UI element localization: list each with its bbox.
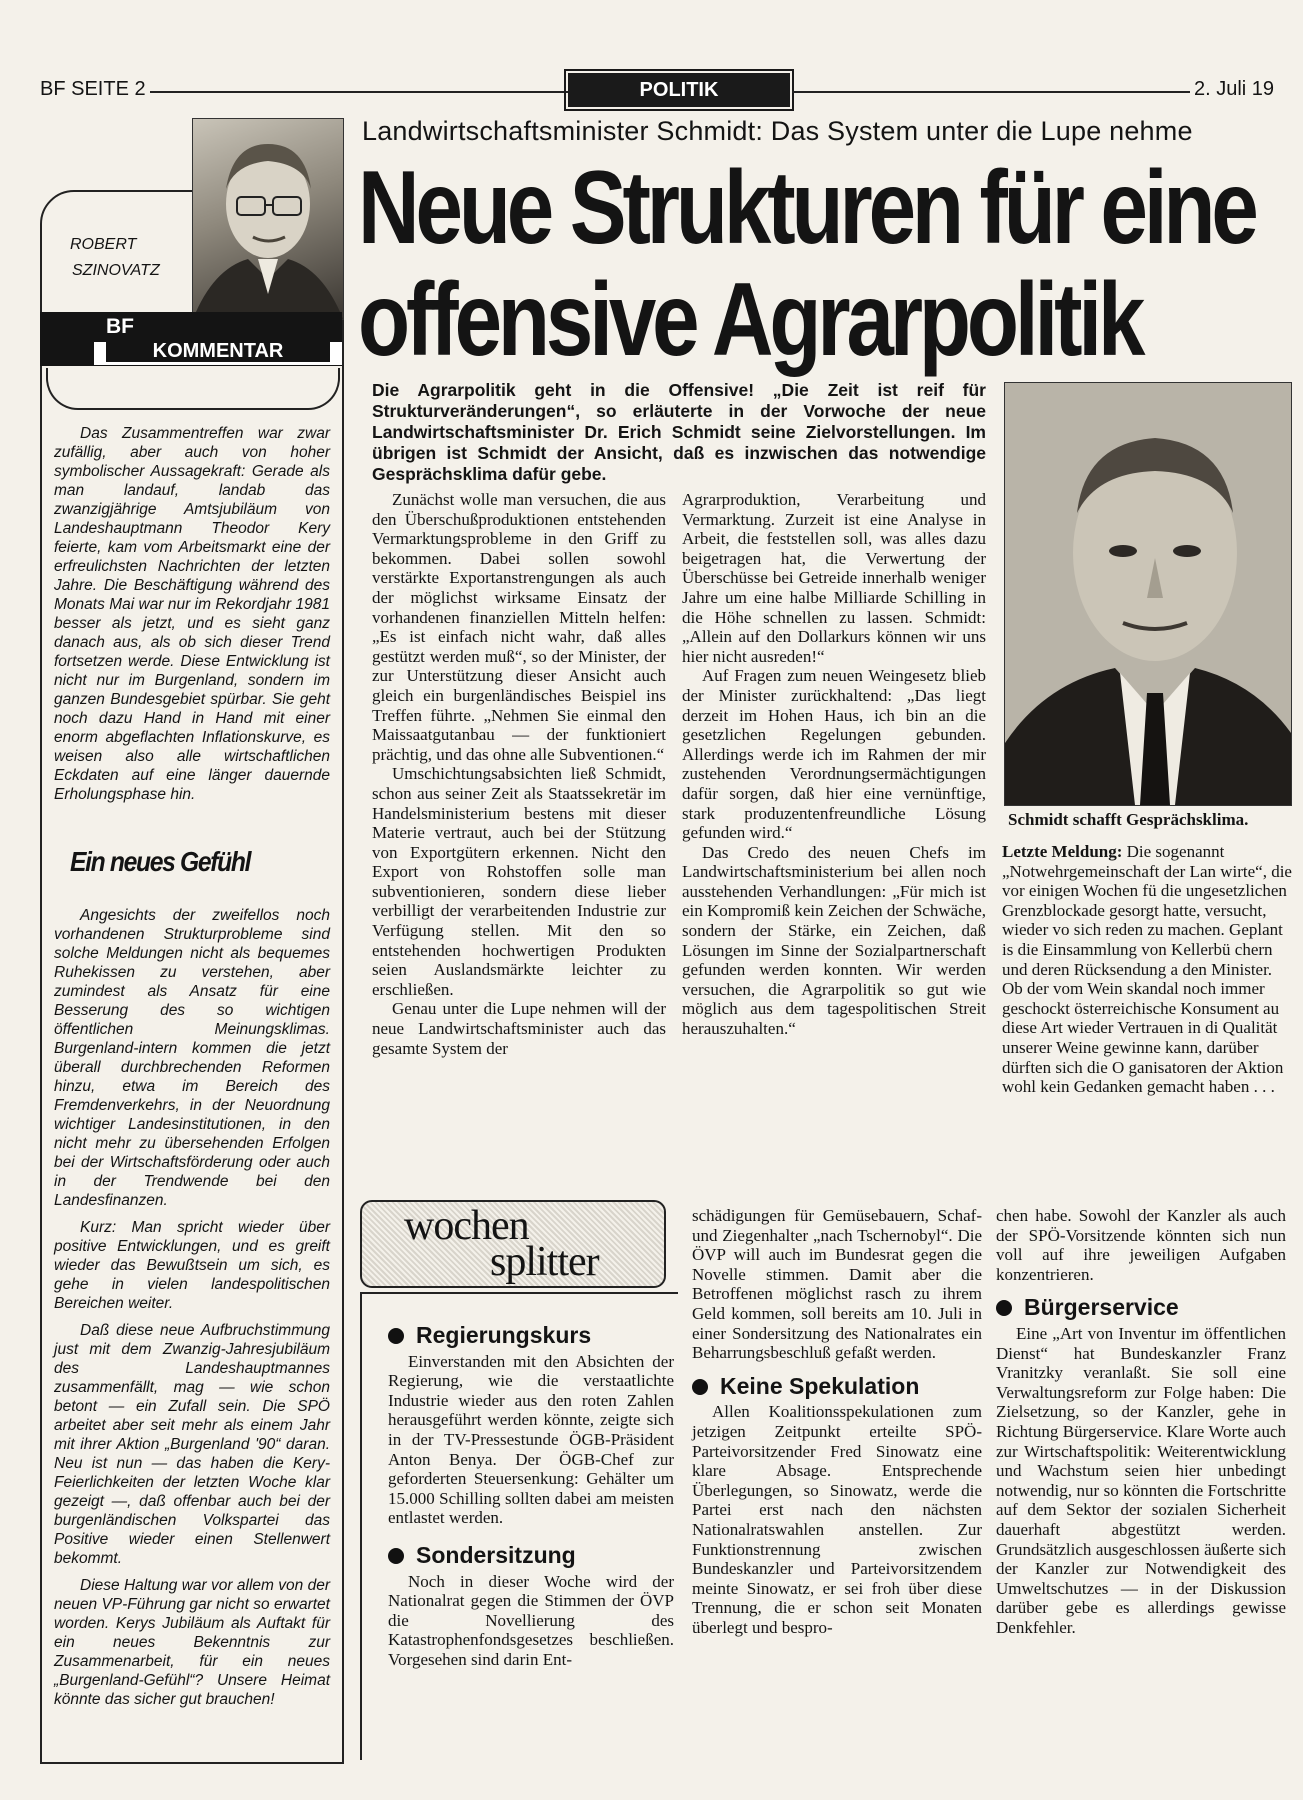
badge-bf: BF (106, 315, 134, 338)
splitter-logo (360, 1200, 666, 1288)
kommentar-text-2 (54, 906, 330, 1717)
article-paragraph: Zunächst wolle man versuchen, die aus den Überschußproduktionen entstehenden Vermarktungsprobleme in den Griff zu bekommen. Dabei sollen sowohl verstärkte Exportanstrengungen als auch der möglichst wirksame Einsatz der vorhandenen finanziellen Mitteln helfen: „Es ist einfach nicht wahr, daß alles gestützt werden muß“, so der Minister, der zur Unterstützung dieser Ansicht auch gleich ein burgenländisches Beispiel ins Treffen führte. „Nehmen Sie einmal den Maissaatgutanbau — der funktioniert prächtig, und das ohne alle Subventionen.“ (372, 490, 666, 764)
kommentar-paragraph: Daß diese neue Aufbruchstimmung just mit dem Zwanzig-Jahresjubiläum des Landeshauptmannes zusammenfällt, mag — wie schon betont — ein Zufall sein. Die SPÖ arbeitet aber seit mehr als einem Jahr mit ihrer Aktion „Burgenland '90“ daran. Neu ist nun — das haben die Kery-Feierlichkeiten der letzten Woche klar gezeigt —, daß offenbar auch bei der burgenländischen Volkspartei das Positive wieder einen Stellenwert bekommt. (54, 1322, 330, 1567)
schmidt-portrait-icon (1005, 383, 1291, 805)
splitter-heading-text: Keine Spekulation (720, 1372, 920, 1399)
splitter-paragraph: schädigungen für Gemüsebauern, Schaf- und Ziegenhalter „nach Tschernobyl“. Die ÖVP will auch im Bundesrat gegen die Novelle stimmen. Damit aber die Betroffenen möglichst rasch zu ihrem Geld kommen, soll bereits am 10. Juli in einer Sondersitzung des Nationalrates ein Beharrungsbeschluß gefaßt werden. (692, 1206, 982, 1363)
author-last-name: SZINOVATZ (72, 262, 160, 279)
page-label: BF SEITE 2 (40, 78, 146, 100)
header-rule-left (150, 91, 568, 93)
issue-date: 2. Juli 19 (1194, 78, 1275, 100)
article-kicker: Landwirtschaftsminister Schmidt: Das System unter die Lupe nehme (362, 116, 1193, 146)
bullet-icon (692, 1379, 708, 1395)
splitter-paragraph: Allen Koalitionsspekulationen zum jetzigen Zeitpunkt erteilte SPÖ-Parteivorsitzender Fred Sinowatz eine klare Absage. Entsprechende Überlegungen, so Sinowatz, werde die Partei erst nach den nächsten Nationalratswahlen anstellen. Zur Funktionstrennung zwischen Bundeskanzler und Parteivorsitzendem meinte Sinowatz, er sei froh über diese Trennung, die er schon seit Monaten überlegt und bespro- (692, 1402, 982, 1637)
bullet-icon (996, 1300, 1012, 1316)
schmidt-photo (1004, 382, 1292, 806)
bullet-icon (388, 1548, 404, 1564)
latest-news (1002, 842, 1292, 1097)
article-lead: Die Agrarpolitik geht in die Offensive! „Die Zeit ist reif für Strukturveränderungen“, so erläuterte in der Vorwoche der neue Landwirtschaftsminister Dr. Erich Schmidt seine Zielvorstellungen. Im übrigen ist Schmidt der Ansicht, daß es inzwischen das notwendige Gesprächsklima dafür gebe. (372, 380, 986, 484)
badge-kommentar: KOMMENTAR (106, 340, 330, 362)
splitter-paragraph: Einverstanden mit den Absichten der Regierung, wie die verstaatlichte Industrie wieder aus den roten Zahlen herausgeführt werden könnte, zeigte sich in der TV-Pressestunde ÖGB-Präsident Anton Benya. Der ÖGB-Chef zur geforderten Steuersenkung: Gehälter um 15.000 Schilling sollten dabei am meisten entlastet werden. (388, 1351, 674, 1528)
article-paragraph: Agrarproduktion, Verarbeitung und Vermarktung. Zurzeit ist eine Analyse in Arbeit, die feststellen soll, was alles dazu beigetragen hat, die Verwertung der Überschüsse bei Getreide innerhalb weniger Jahre um eine halbe Milliarde Schilling in die Höhe schnellen zu lassen. Schmidt: „Allein auf den Dollarkurs können wir uns hier nicht ausreden!“ (682, 490, 986, 666)
article-paragraph: Das Credo des neuen Chefs im Landwirtschaftsministerium bei allen noch ausstehenden Verhandlungen: „Für mich ist ein Kompromiß kein Zeichen der Schwäche, sondern der Stärke, ein Zeichen, daß Lösungen im Sinne der Sozialpartnerschaft gefunden werden konnten. Wir werden versuchen, die Agrarpolitik so gut wie möglich aus dem tagespolitischen Streit herauszuhalten.“ (682, 842, 987, 1039)
headline-line-2: offensive Agrarpolitik (358, 262, 1142, 378)
headline (358, 152, 1255, 376)
splitter-heading-text: Sondersitzung (416, 1541, 576, 1568)
kommentar-paragraph: Diese Haltung war vor allem von der neuen VP-Führung gar nicht so erwartet worden. Kerys Jubiläum als Auftakt für ein neues Bekenntnis zur Zusammenarbeit, für ein neues „Burgenland-Gefühl“? Unsere Heimat könnte das sicher gut brauchen! (54, 1577, 330, 1708)
splitter-frame (360, 1292, 362, 1760)
splitter-heading (996, 1294, 1286, 1321)
latest-news-text: Die sogenannt „Notwehrgemeinschaft der Lan wirte“, die vor einigen Wochen fü die ungesetzlichen Grenzblockade gesorgt hatte, versucht, wieder vo sich reden zu machen. Geplant is die Einsammlung von Kellerbü chern und deren Rücksendung a den Minister. Ob der vom Wein skandal noch immer geschockt österreichische Konsument au diese Art wieder Vertrauen in di Qualität unserer Weine gewinne kann, darüber dürften sich die O ganisatoren der Aktion wohl kein Gedanken gemacht haben . . . (1002, 842, 1292, 1097)
article-column-1 (372, 490, 666, 1058)
article-paragraph: Auf Fragen zum neuen Weingesetz blieb der Minister zurückhaltend: „Das liegt derzeit im Hohen Haus, ich bin an die gesetzlichen Regelungen gebunden. Allerdings werde ich im Rahmen der mir zustehenden Verordnungsermächtigungen dafür sorgen, daß hier eine vernünftige, stark produzentenfreundliche Lösung gefunden wird.“ (682, 666, 986, 843)
kommentar-text (54, 424, 330, 812)
splitter-paragraph: chen habe. Sowohl der Kanzler als auch der SPÖ-Vorsitzende könnten sich nun voll auf ihre jeweiligen Aufgaben konzentrieren. (996, 1206, 1286, 1284)
splitter-logo-line-2: splitter (490, 1239, 599, 1285)
author-photo (192, 118, 344, 320)
kommentar-paragraph: Kurz: Man spricht wieder über positive Entwicklungen, und es greift wieder das Bewußtsein um sich, es gehe in vielen landespolitischen Bereichen weiter. (54, 1219, 330, 1312)
article-column-2 (682, 490, 986, 1039)
splitter-frame-top (360, 1292, 678, 1294)
article-paragraph: Genau unter die Lupe nehmen will der neue Landwirtschaftsminister auch das gesamte System der (372, 999, 666, 1058)
splitter-heading (692, 1372, 982, 1399)
splitter-heading (388, 1322, 674, 1348)
splitter-paragraph: Eine „Art von Inventur im öffentlichen Dienst“ hat Bundeskanzler Franz Vranitzky veranlaßt. Sie soll eine Verwaltungsreform zur Folge haben: Die Zielsetzung, so der Kanzler, gehe in Richtung Bürgerservice. Klare Worte auch zur Wirtschaftspolitik: Weiterentwicklung und Wachstum seien hier unbedingt notwendig, nur so könnten die Fortschritte auf dem Sektor der sozialen Sicherheit dauerhaft abgestützt werden. Grundsätzlich ausgeschlossen äußerte sich der Kanzler zur Notwendigkeit des Umweltschutzes — in der Diskussion darüber gebe es allerdings gewisse Denkfehler. (996, 1323, 1286, 1637)
headline-line-1: Neue Strukturen für eine (358, 150, 1255, 266)
splitter-paragraph: Noch in dieser Woche wird der Nationalrat gegen die Stimmen der ÖVP die Novellierung des Katastrophenfondsgesetzes beschließen. Vorgesehen sind darin Ent- (388, 1571, 674, 1669)
author-name (70, 232, 160, 284)
kommentar-paragraph: Angesichts der zweifellos noch vorhandenen Strukturprobleme sind solche Meldungen nicht als bequemes Ruhekissen zu verstehen, aber zumindest als Ansatz für eine Besserung des so wichtigen öffentlichen Meinungsklimas. Burgenland-intern kommen die jetzt überall durchbrechenden Reformen hinzu, etwa im Bereich des Fremdenverkehrs, in der Neuordnung wichtiger Landesinstitutionen, in den nicht mehr zu übersehenden Erfolgen bei der Wirtschaftsförderung oder auch in der Trendwende bei den Landesfinanzen. (54, 907, 330, 1209)
kommentar-paragraph: Das Zusammentreffen war zwar zufällig, aber auch von hoher symbolischer Aussagekraft: Gerade als man landauf, landab das zwanzigjährige Amtsjubiläum von Landeshauptmann Theodor Kery feierte, kam vom Arbeitsmarkt eine der erfreulichsten Nachrichten der letzten Jahre. Die Beschäftigung während des Monats Mai war nur im Rekordjahr 1981 besser als jetzt, und es sieht ganz danach aus, als ob sich dieser Trend fortsetzen werde. Diese Entwicklung ist nicht nur im Burgenland, sondern im ganzen Bundesgebiet spürbar. Sie geht noch dazu Hand in Hand mit einer enorm abgeflachten Inflationskurve, es weisen also alle wirtschaftlichen Eckdaten auf eine länger dauernde Erholungsphase hin. (54, 425, 330, 803)
header-rule-right (792, 91, 1190, 93)
splitter-column-3 (996, 1206, 1286, 1637)
photo-caption: Schmidt schafft Gesprächsklima. (1008, 810, 1249, 829)
kommentar-badge (40, 312, 342, 366)
article-paragraph: Umschichtungsabsichten ließ Schmidt, schon aus seiner Zeit als Staatssekretär im Handelsministerium bestens mit dieser Materie vertraut, auch bei der Stützung von Exportgütern erkennen. Nicht den Export von Rohstoffen solle man subventionieren, sondern diese lieber verbilligt der verarbeitenden Industrie zur Verfügung stellen. Mit den so entstehenden hochwertigen Produkten seien Auslandsmärkte leichter zu erschließen. (372, 764, 666, 999)
splitter-logo-line-1: wochen (404, 1203, 529, 1249)
author-portrait-icon (193, 119, 343, 319)
kommentar-subhead: Ein neues Gefühl (70, 846, 251, 877)
splitter-heading-text: Bürgerservice (1024, 1294, 1179, 1321)
badge-bracket (46, 368, 340, 410)
splitter-heading-text: Regierungskurs (416, 1322, 592, 1348)
splitter-heading (388, 1541, 674, 1568)
splitter-column-1 (388, 1316, 674, 1670)
splitter-column-2 (692, 1206, 982, 1637)
section-badge: POLITIK (568, 73, 790, 107)
latest-news-label: Letzte Meldung: (1002, 842, 1123, 861)
bullet-icon (388, 1328, 404, 1344)
author-first-name: ROBERT (70, 236, 137, 253)
